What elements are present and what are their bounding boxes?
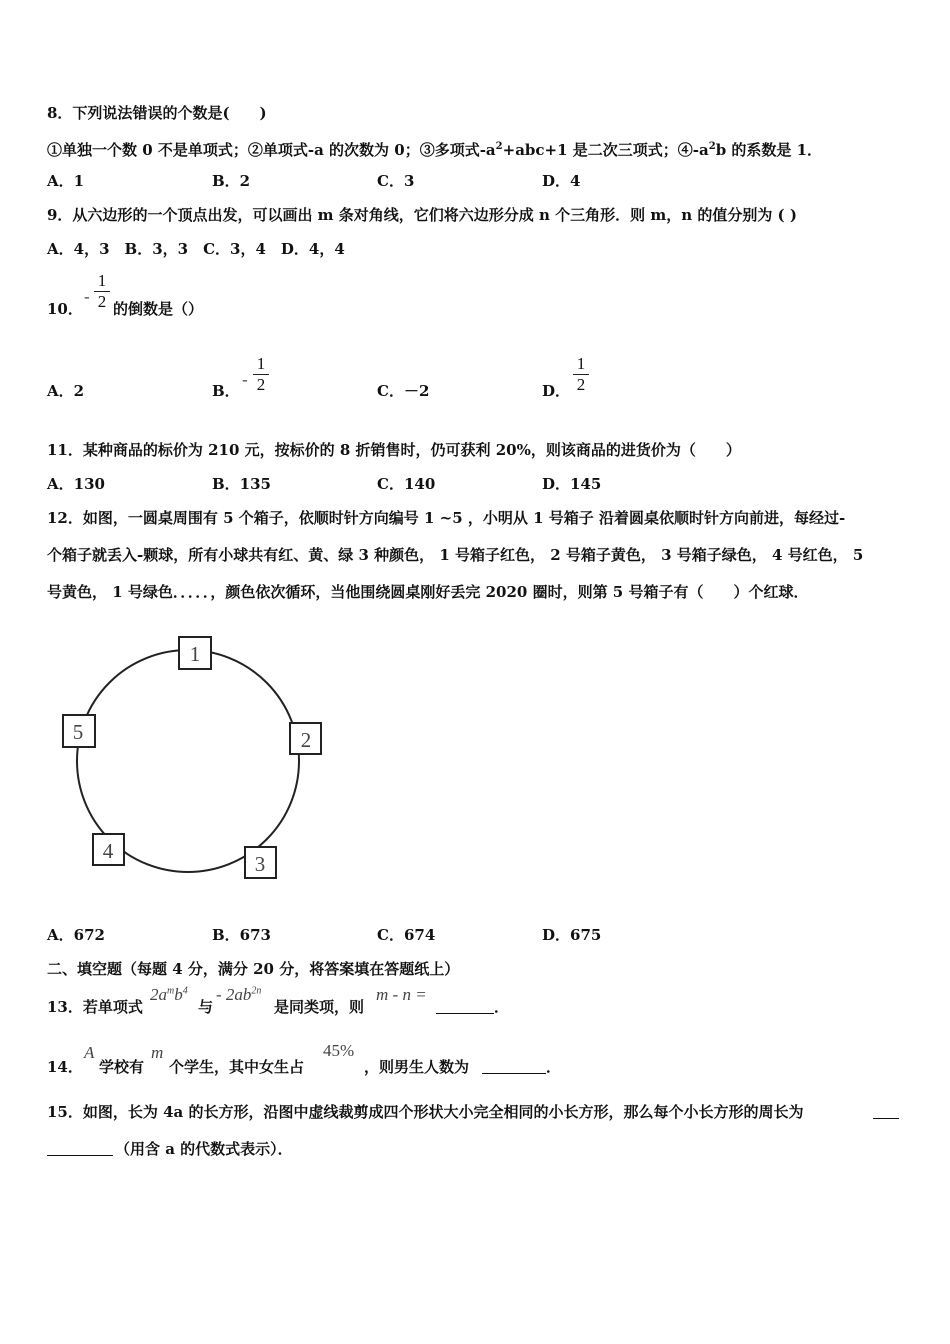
q8-option-d: D．4 bbox=[542, 172, 581, 190]
q12-line2: 个箱子就丢入-颗球，所有小球共有红、黄、绿 3 种颜色， 1 号箱子红色， 2 号箱子黄色， 3 号箱子绿色， 4 号红色， 5 bbox=[47, 546, 864, 564]
svg-text:4: 4 bbox=[102, 839, 114, 863]
q15-answer-blank-part2[interactable] bbox=[47, 1141, 113, 1156]
q9-stem: 9．从六边形的一个顶点出发，可以画出 m 条对角线，它们将六边形分成 n 个三角形．则 m，n 的值分别为 ( ) bbox=[47, 206, 797, 224]
q13-monomial-1: $2a^mb^4$ bbox=[150, 985, 188, 1004]
q15-answer-blank-part1[interactable] bbox=[873, 1104, 899, 1119]
q8-detail: ①单独一个数 0 不是单项式；②单项式-a 的次数为 0；③多项式$-a^2+abc+1$ 是二次三项式；$④-a^2b$ 的系数是 1． bbox=[47, 141, 823, 159]
q10-option-b: B． bbox=[212, 382, 240, 400]
q11-option-c: C．140 bbox=[377, 475, 436, 493]
q10-option-a: A．2 bbox=[47, 382, 85, 400]
box-1 bbox=[179, 637, 211, 669]
q14-label: 14． bbox=[47, 1058, 83, 1076]
q14-end: ． bbox=[546, 1058, 562, 1076]
round-table-figure bbox=[55, 630, 335, 890]
q12-option-c: C．674 bbox=[377, 926, 436, 944]
q13-end: ． bbox=[494, 998, 510, 1016]
q13-mid: 是同类项，则 bbox=[274, 998, 365, 1016]
q14-var-m: m bbox=[151, 1043, 164, 1062]
q13-answer-blank[interactable] bbox=[436, 999, 494, 1014]
box-2 bbox=[290, 723, 321, 754]
svg-text:5: 5 bbox=[72, 720, 84, 744]
q14-text-1: 学校有 bbox=[99, 1058, 145, 1076]
q10-option-d: D． bbox=[542, 382, 571, 400]
q12-option-d: D．675 bbox=[542, 926, 602, 944]
q10-sign: - bbox=[84, 287, 90, 306]
q15-line1: 15．如图，长为 4a 的长方形，沿图中虚线裁剪成四个形状大小完全相同的小长方形，那么每个小长方形的周长为 bbox=[47, 1103, 804, 1121]
q10-label: 10． bbox=[47, 300, 83, 318]
q14-answer-blank[interactable] bbox=[482, 1059, 546, 1074]
box-3 bbox=[245, 847, 276, 878]
q11-stem: 11．某种商品的标价为 210 元，按标价的 8 折销售时，仍可获利 20%，则该商品的进货价为（ ） bbox=[47, 441, 741, 459]
q14-text-2: 个学生，其中女生占 bbox=[169, 1058, 305, 1076]
q14-text-3: ，则男生人数为 bbox=[364, 1058, 470, 1076]
q8-option-a: A．1 bbox=[47, 172, 85, 190]
q10-option-d-fraction: 1 2 bbox=[573, 355, 589, 394]
q10-fraction: 1 2 bbox=[94, 272, 110, 311]
svg-text:2: 2 bbox=[300, 728, 312, 752]
q11-option-a: A．130 bbox=[47, 475, 105, 493]
q10-option-b-fraction: 1 2 bbox=[253, 355, 269, 394]
q14-percent: 45% bbox=[323, 1041, 355, 1060]
q10-option-b-sign: - bbox=[242, 370, 248, 389]
q13-label: 13．若单项式 bbox=[47, 998, 143, 1016]
q10-suffix: 的倒数是（） bbox=[113, 300, 204, 318]
q8-stem: 8．下列说法错误的个数是( ) bbox=[47, 104, 267, 122]
q10-option-c: C．－2 bbox=[377, 382, 430, 400]
q12-option-a: A．672 bbox=[47, 926, 105, 944]
q8-option-b: B．2 bbox=[212, 172, 251, 190]
q12-line3: 号黄色， 1 号绿色．．．．．，颜色依次循环，当他围绕圆桌刚好丢完 2020 圈时，则第 5 号箱子有（ ）个红球． bbox=[47, 583, 809, 601]
box-5 bbox=[63, 715, 95, 747]
svg-text:3: 3 bbox=[254, 852, 266, 876]
q14-var-a: A bbox=[84, 1043, 95, 1062]
q15-line2: （用含 a 的代数式表示）． bbox=[115, 1140, 293, 1158]
q8-option-c: C．3 bbox=[377, 172, 415, 190]
q13-monomial-2: - $2ab^{2n}$ bbox=[216, 985, 262, 1004]
section-2-heading: 二、填空题（每题 4 分，满分 20 分，将答案填在答题纸上） bbox=[47, 960, 460, 978]
q13-expression: m - n = bbox=[376, 985, 427, 1004]
q9-options: A．4，3 B．3，3 C．3，4 D．4，4 bbox=[47, 240, 345, 258]
q12-option-b: B．673 bbox=[212, 926, 271, 944]
q12-line1: 12．如图，一圆桌周围有 5 个箱子，依顺时针方向编号 1 ~5 ，小明从 1 号箱子 沿着圆桌依顺时针方向前进，每经过- bbox=[47, 509, 846, 527]
q11-option-b: B．135 bbox=[212, 475, 271, 493]
q13-conj: 与 bbox=[198, 998, 214, 1016]
box-4 bbox=[93, 834, 124, 865]
svg-text:1: 1 bbox=[189, 642, 201, 666]
q11-option-d: D．145 bbox=[542, 475, 602, 493]
